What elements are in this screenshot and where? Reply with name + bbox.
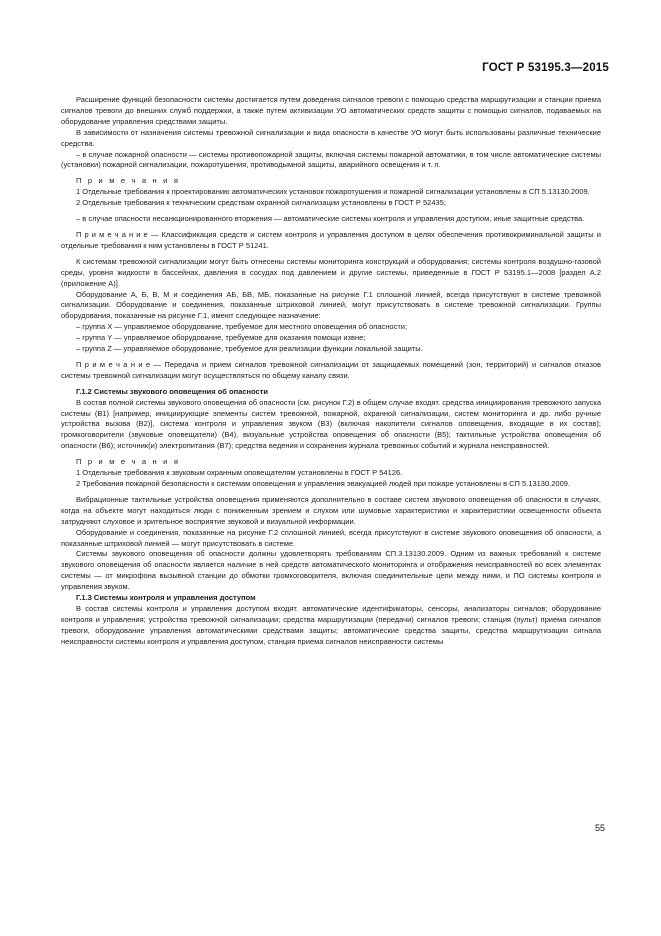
paragraph: – в случае пожарной опасности — системы противопожарной защиты, включая системы пожарной автоматики, в том числе автоматические системы (установки) пожарной сигнализации, пожаротушения, противодымной защиты, аварийного освещения и т. п.	[61, 149, 601, 170]
document-body	[61, 95, 601, 648]
notes-heading: П р и м е ч а н и я	[76, 457, 181, 467]
page-number: 55	[594, 823, 605, 833]
paragraph: В зависимости от назначения системы тревожной сигнализации и вида опасности в качестве УО могут быть использованы различные технические средства.	[61, 127, 601, 148]
section-heading: Г.1.3 Системы контроля и управления доступом	[76, 593, 256, 603]
paragraph: Оборудование А, Б, В, М и соединения АБ, БВ, МБ, показанные на рисунке Г.1 сплошной линией, всегда присутствуют в системе тревожной сигнализации. Оборудование и соединения, показанные штриховой линией, могут присутствовать в системе тревожной сигнализации. Группы оборудования, показанные на рисунке Г.1, имеют следующее назначение:	[61, 289, 601, 321]
paragraph: В состав системы контроля и управления доступом входят. автоматические идентификаторы, сенсоры, анализаторы сигналов; оборудование контроля и управления; устройства тревожной сигнализации; средства маршрутизации (передачи) сигналов тревоги; станция (пульт) приема сигналов тревоги, оборудование управления автоматическими средствами защиты; автоматические средства защиты, средства маршрутизации сигнала неисправности системы контроля и управления доступом, станция приема сигналов неисправности системы	[61, 603, 601, 646]
list-item: – группа X — управляемое оборудование, требуемое для местного оповещения об опасности;	[76, 322, 408, 332]
note-item: 1 Отдельные требования к звуковым охранным оповещателям установлены в ГОСТ Р 54126.	[76, 468, 403, 478]
section-heading: Г.1.2 Системы звукового оповещения об опасности	[76, 386, 268, 396]
list-item: – группа Z — управляемое оборудование, требуемое для реализации функции локальной защиты.	[76, 344, 423, 354]
note: П р и м е ч а н и е — Классификация средств и систем контроля и управления доступом в целях обеспечения противокриминальной защиты и отдельные требования к ним установлены в ГОСТ Р 51241.	[61, 229, 601, 250]
document-header: ГОСТ Р 53195.3—2015	[482, 62, 609, 74]
note-item: 2 Отдельные требования к техническим средствам охранной сигнализации установлены в ГОСТ Р 52435;	[76, 198, 446, 208]
note-item: 1 Отдельные требования к проектированию автоматических установок пожаротушения и пожарной сигнализации установлены в СП 5.13130.2009.	[76, 187, 590, 197]
note: П р и м е ч а н и е — Передача и прием сигналов тревожной сигнализации от защищаемых помещений (зон, территорий) и сигналов отказов системы тревожной сигнализации могут осуществляться по общему каналу связи.	[61, 359, 601, 380]
paragraph: Оборудование и соединения, показанные на рисунке Г.2 сплошной линией, всегда присутствуют в системе звукового оповещения об опасности, а показанные штриховой линией — могут присутствовать в системе.	[61, 527, 601, 548]
paragraph: Расширение функций безопасности системы достигается путем доведения сигналов тревоги с помощью средства маршрутизации и станции приема сигналов тревоги до внешних служб поддержки, а также путем активизации УО автоматических средств защиты с помощью сигналов, подаваемых на оборудование управления средствами защиты.	[61, 95, 601, 126]
paragraph: Вибрационные тактильные устройства оповещения применяются дополнительно в составе систем звукового оповещения об опасности в случаях, когда на объекте могут находиться люди с пониженным зрением и слухом или шумовые характеристики и характеристики освещенности объекта затрудняют слуховое и зрительное восприятие звуковой и визуальной информации.	[61, 494, 601, 526]
paragraph: – в случае опасности несанкционированного вторжения — автоматические системы контроля и управления доступом, иные защитные средства.	[76, 214, 585, 224]
paragraph: В состав полной системы звукового оповещения об опасности (см. рисунок Г.2) в общем случае входят. средства инициирования тревожного запуска системы (B1) [например, инициирующие элементы систем тревожной, пожарной, охранной сигнализации, систем мониторинга и др. либо ручные устройства вызова (B2)], система контроля и управления звуком (B3) (включая накопители сигналов оповещения, входящие в их состав); громкоговорители (звуковые оповещатели) (B4), визуальные устройства оповещения об опасности (B5); тактильные устройства оповещения об опасности (B6); источник(и) электропитания (B7); средства ведения и сохранения журнала тревожных событий и журнала неисправностей.	[61, 397, 601, 451]
notes-heading: П р и м е ч а н и я	[76, 176, 181, 186]
paragraph: Системы звукового оповещения об опасности должны удовлетворять требованиям СП.3.13130.2009. Одним из важных требований к системе звукового оповещения об опасности является наличие в ней средств автоматического мониторинга и отображения неисправностей во всех элементах системы — от микрофона вызывной станции до обмотки громкоговорителя, включая соединительные цепи между ними, и ПО системы контроля и управления звуком.	[61, 549, 601, 592]
note-item: 2 Требования пожарной безопасности к системам оповещения и управления эвакуацией людей при пожаре установлены в СП 5.13130.2009.	[76, 479, 570, 488]
list-item: – группа Y — управляемое оборудование, требуемое для оказания помощи извне;	[76, 333, 366, 343]
paragraph: К системам тревожной сигнализации могут быть отнесены системы мониторинга конструкций и оборудования; системы контроля воздушно-газовой среды, уровня жидкости в бассейнах, давления в сосудах под давлением и другие системы, приведенные в ГОСТ Р 53195.1—2008 [раздел А.2 (приложение А)].	[61, 256, 601, 288]
